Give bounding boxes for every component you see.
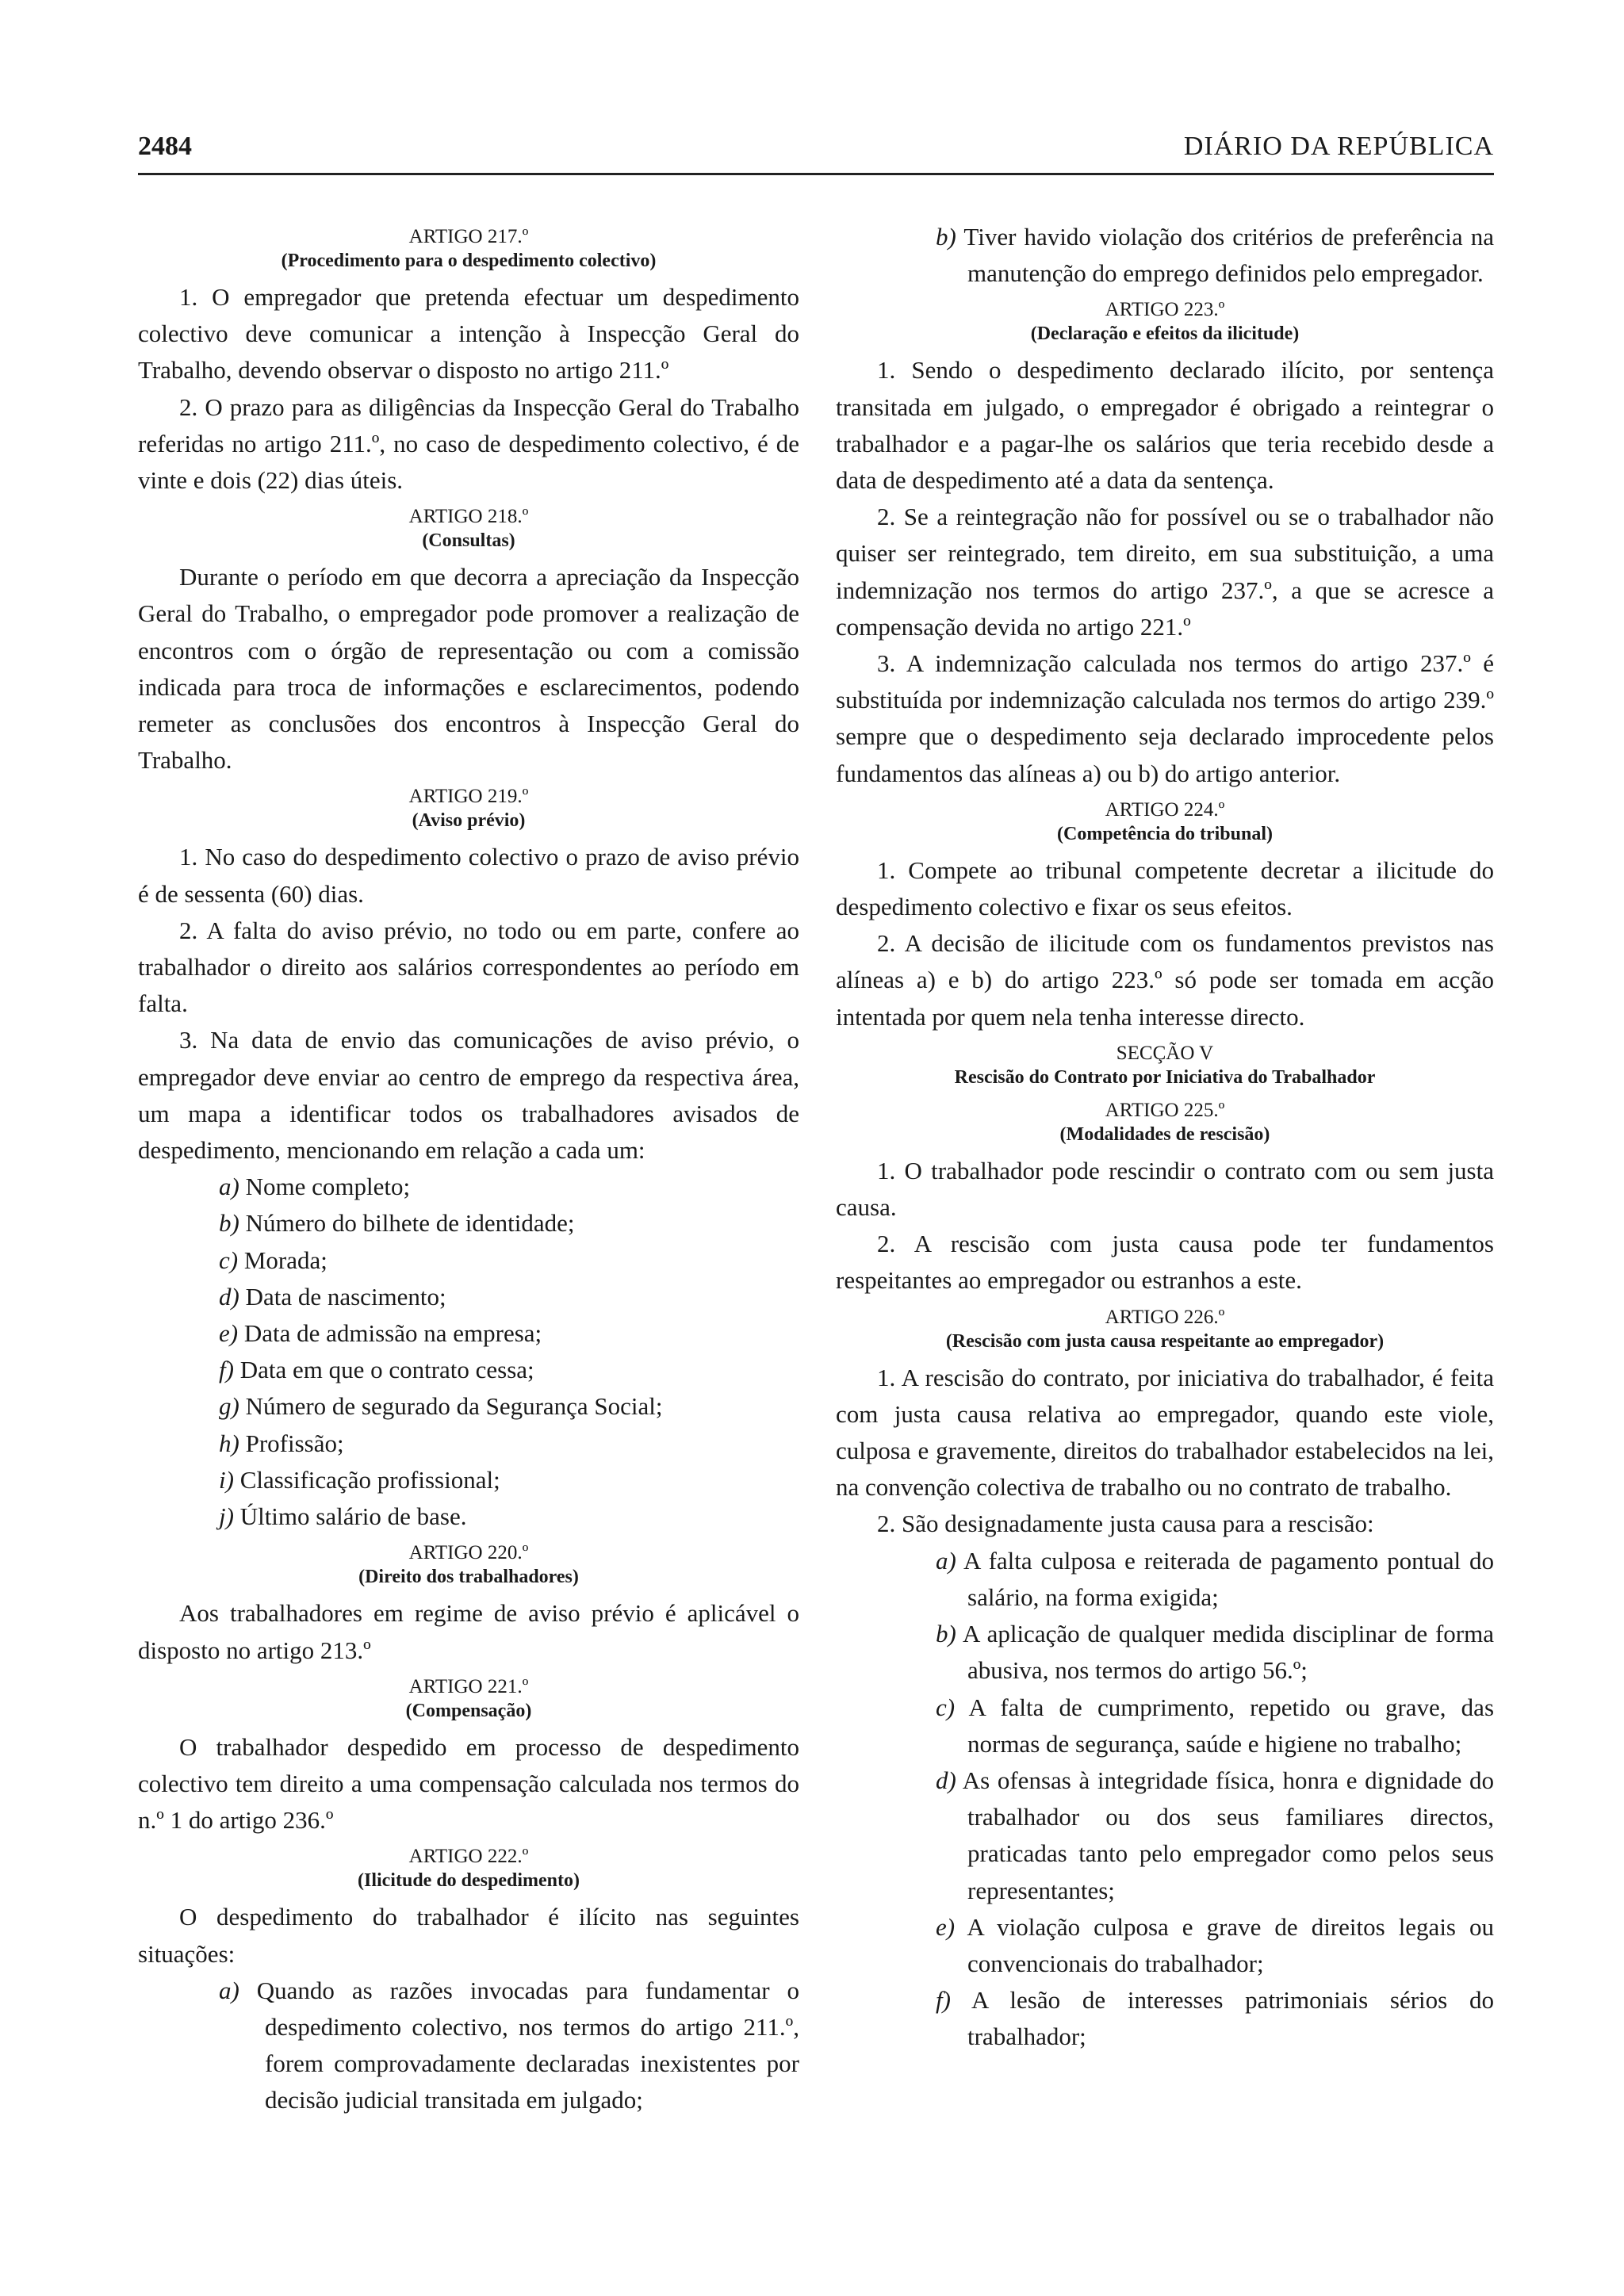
item-text: Morada; xyxy=(243,1246,327,1274)
section-v xyxy=(836,1042,1494,1089)
item-text: A aplicação de qualquer medida disciplinar de forma abusiva, nos termos do artigo 56.º; xyxy=(963,1620,1495,1685)
list-item xyxy=(836,1689,1494,1762)
article-subtitle: (Rescisão com justa causa respeitante ao empregador) xyxy=(945,1330,1385,1352)
article-subtitle: (Direito dos trabalhadores) xyxy=(358,1567,579,1588)
paragraph: 1. Compete ao tribunal competente decretar a ilicitude do despedimento colectivo e fixar os seus efeitos. xyxy=(836,855,1494,921)
paragraph: Aos trabalhadores em regime de aviso prévio é aplicável o disposto no artigo 213.º xyxy=(138,1599,799,1664)
item-marker: f) xyxy=(936,1986,951,2015)
list-item xyxy=(138,1462,799,1498)
paragraph: 2. A rescisão com justa causa pode ter fundamentos respeitantes ao empregador ou estranhos a este. xyxy=(836,1230,1494,1295)
article-217 xyxy=(138,225,799,499)
paragraph: 1. A rescisão do contrato, por iniciativa do trabalhador, é feita com justa causa relativa ao empregador, quando este viole, culposa e gravemente, direitos do trabalhador estabelecidos na lei, na convenção colectiva de trabalho ou no contrato de trabalho. xyxy=(836,1363,1494,1502)
article-subtitle: (Consultas) xyxy=(422,530,515,552)
paragraph: 1. O trabalhador pode rescindir o contrato com ou sem justa causa. xyxy=(836,1156,1494,1222)
paragraph: 2. A decisão de ilicitude com os fundamentos previstos nas alíneas a) e b) do artigo 223.º só pode ser tomada em acção intentada por quem nela tenha interesse directo. xyxy=(836,929,1494,1031)
paragraph: O trabalhador despedido em processo de despedimento colectivo tem direito a uma compensação calculada nos termos do n.º 1 do artigo 236.º xyxy=(138,1732,799,1835)
item-list xyxy=(138,1169,799,1535)
list-item xyxy=(138,1425,799,1462)
item-text: A violação culposa e grave de direitos legais ou convencionais do trabalhador; xyxy=(967,1912,1495,1977)
article-title: ARTIGO 224.º xyxy=(1105,798,1225,821)
item-text: Quando as razões invocadas para fundamentar o despedimento colectivo, nos termos do artigo 211.º, forem comprovadamente declaradas inexistentes por decisão judicial transitada em julgado; xyxy=(256,1976,800,2114)
article-subtitle: (Compensação) xyxy=(405,1700,532,1721)
article-title: ARTIGO 221.º xyxy=(408,1675,529,1697)
paragraph: 3. Na data de envio das comunicações de aviso prévio, o empregador deve enviar ao centro de emprego da respectiva área, um mapa a identificar todos os trabalhadores avisados de despedimento, mencionando em relação a cada um: xyxy=(138,1026,799,1165)
list-item xyxy=(836,1909,1494,1982)
item-text: Nome completo; xyxy=(245,1173,411,1201)
paragraph: 2. O prazo para as diligências da Inspecção Geral do Trabalho referidas no artigo 211.º, no caso de despedimento colectivo, é de vinte e dois (22) dias úteis. xyxy=(138,392,799,495)
article-224 xyxy=(836,798,1494,1035)
item-text: Profissão; xyxy=(245,1429,344,1457)
item-marker: d) xyxy=(936,1766,956,1794)
section-title: SECÇÃO V xyxy=(1116,1042,1214,1064)
item-text: Número do bilhete de identidade; xyxy=(245,1209,575,1238)
article-title: ARTIGO 218.º xyxy=(408,506,529,528)
article-225 xyxy=(836,1099,1494,1299)
list-item xyxy=(138,1498,799,1535)
article-subtitle: (Procedimento para o despedimento colectivo) xyxy=(281,251,657,271)
paragraph: 3. A indemnização calculada nos termos do artigo 237.º é substituída por indemnização calculada nos termos do artigo 239.º sempre que o despedimento seja declarado improcedente pelos fundamentos das alíneas a) ou b) do artigo anterior. xyxy=(836,649,1494,787)
list-item xyxy=(836,1616,1494,1689)
article-218 xyxy=(138,505,799,779)
item-text: A falta de cumprimento, repetido ou grave, das normas de segurança, saúde e higiene no trabalho; xyxy=(967,1693,1495,1758)
item-marker: b) xyxy=(219,1209,239,1238)
item-marker: d) xyxy=(219,1282,239,1311)
page-number: 2484 xyxy=(138,132,192,161)
list-item xyxy=(138,1352,799,1388)
item-text: As ofensas à integridade física, honra e dignidade do trabalhador ou dos seus familiares directos, praticadas tanto pelo empregador como pelos seus representantes; xyxy=(962,1766,1494,1904)
article-title: ARTIGO 226.º xyxy=(1105,1306,1225,1328)
item-marker: c) xyxy=(936,1693,956,1721)
paragraph: 1. No caso do despedimento colectivo o prazo de aviso prévio é de sessenta (60) dias. xyxy=(138,843,799,908)
item-marker: e) xyxy=(936,1912,956,1941)
item-text: Data de admissão na empresa; xyxy=(243,1319,542,1348)
item-marker: a) xyxy=(936,1546,956,1575)
list-item xyxy=(836,1543,1494,1616)
article-title: ARTIGO 223.º xyxy=(1105,299,1225,321)
article-subtitle: (Modalidades de rescisão) xyxy=(1059,1123,1270,1145)
section-subtitle: Rescisão do Contrato por Iniciativa do Trabalhador xyxy=(954,1066,1376,1088)
item-text: Data em que o contrato cessa; xyxy=(239,1356,534,1384)
paragraph: 2. A falta do aviso prévio, no todo ou em parte, confere ao trabalhador o direito aos salários correspondentes ao período em falta. xyxy=(138,916,799,1018)
article-subtitle: (Declaração e efeitos da ilicitude) xyxy=(1030,323,1300,345)
item-text: Data de nascimento; xyxy=(245,1282,446,1311)
item-text: Número de segurado da Segurança Social; xyxy=(245,1392,663,1421)
item-marker: b) xyxy=(936,1620,956,1648)
item-marker: j) xyxy=(219,1502,234,1531)
left-column xyxy=(138,219,799,2119)
item-text: Último salário de base. xyxy=(239,1502,467,1531)
right-column xyxy=(836,219,1494,2056)
article-title: ARTIGO 225.º xyxy=(1105,1099,1225,1121)
item-text: A lesão de interesses patrimoniais sérios do trabalhador; xyxy=(967,1986,1494,2051)
item-marker: h) xyxy=(219,1429,239,1457)
item-marker: a) xyxy=(219,1976,239,2004)
article-220 xyxy=(138,1541,799,1668)
article-223 xyxy=(836,298,1494,791)
article-219 xyxy=(138,785,799,1535)
list-item xyxy=(138,1973,799,2119)
item-marker: c) xyxy=(219,1246,239,1274)
list-item xyxy=(836,1762,1494,1909)
paragraph: Durante o período em que decorra a apreciação da Inspecção Geral do Trabalho, o empregador pode promover a realização de encontros com o órgão de representação ou com a comissão indicada para troca de informações e esclarecimentos, podendo remeter as conclusões dos encontros à Inspecção Geral do Trabalho. xyxy=(138,563,799,775)
item-marker: f) xyxy=(219,1356,234,1384)
list-item xyxy=(138,1388,799,1425)
item-marker: e) xyxy=(219,1319,239,1348)
list-item xyxy=(138,1205,799,1242)
list-item xyxy=(836,1982,1494,2055)
item-marker: b) xyxy=(936,223,956,251)
item-marker: i) xyxy=(219,1465,234,1494)
article-title: ARTIGO 220.º xyxy=(408,1542,529,1564)
article-222 xyxy=(138,1845,799,2118)
item-text: Classificação profissional; xyxy=(239,1465,500,1494)
paragraph: 2. Se a reintegração não for possível ou se o trabalhador não quiser ser reintegrado, tem direito, em sua substituição, a uma indemnização nos termos do artigo 237.º, a que se acresce a compensação devida no artigo 221.º xyxy=(836,503,1494,641)
list-item xyxy=(138,1315,799,1352)
item-marker: g) xyxy=(219,1392,239,1421)
article-subtitle: (Competência do tribunal) xyxy=(1057,823,1273,844)
page-header xyxy=(138,128,1494,175)
article-title: ARTIGO 219.º xyxy=(408,786,529,808)
article-title: ARTIGO 222.º xyxy=(408,1846,529,1868)
list-item xyxy=(138,1169,799,1205)
item-text: A falta culposa e reiterada de pagamento pontual do salário, na forma exigida; xyxy=(963,1546,1494,1611)
article-title: ARTIGO 217.º xyxy=(408,226,529,247)
list-item xyxy=(138,1279,799,1315)
paragraph: 1. Sendo o despedimento declarado ilícito, por sentença transitada em julgado, o empregador é obrigado a reintegrar o trabalhador e a pagar-lhe os salários que teria recebido desde a data de despedimento até a data da sentença. xyxy=(836,356,1494,495)
paragraph: O despedimento do trabalhador é ilícito nas seguintes situações: xyxy=(138,1903,799,1968)
journal-title: DIÁRIO DA REPÚBLICA xyxy=(1183,132,1494,161)
item-text: Tiver havido violação dos critérios de preferência na manutenção do emprego definidos pelo empregador. xyxy=(963,223,1494,288)
list-item xyxy=(138,1242,799,1279)
item-marker: a) xyxy=(219,1173,239,1201)
paragraph: 1. O empregador que pretenda efectuar um despedimento colectivo deve comunicar a intenção à Inspecção Geral do Trabalho, devendo observar o disposto no artigo 211.º xyxy=(138,283,799,385)
list-item xyxy=(836,219,1494,292)
article-subtitle: (Aviso prévio) xyxy=(412,810,526,832)
paragraph: 2. São designadamente justa causa para a rescisão: xyxy=(877,1510,1374,1538)
article-subtitle: (Ilicitude do despedimento) xyxy=(357,1870,580,1892)
article-226 xyxy=(836,1306,1494,2056)
article-221 xyxy=(138,1675,799,1839)
item-list xyxy=(836,1543,1494,2056)
